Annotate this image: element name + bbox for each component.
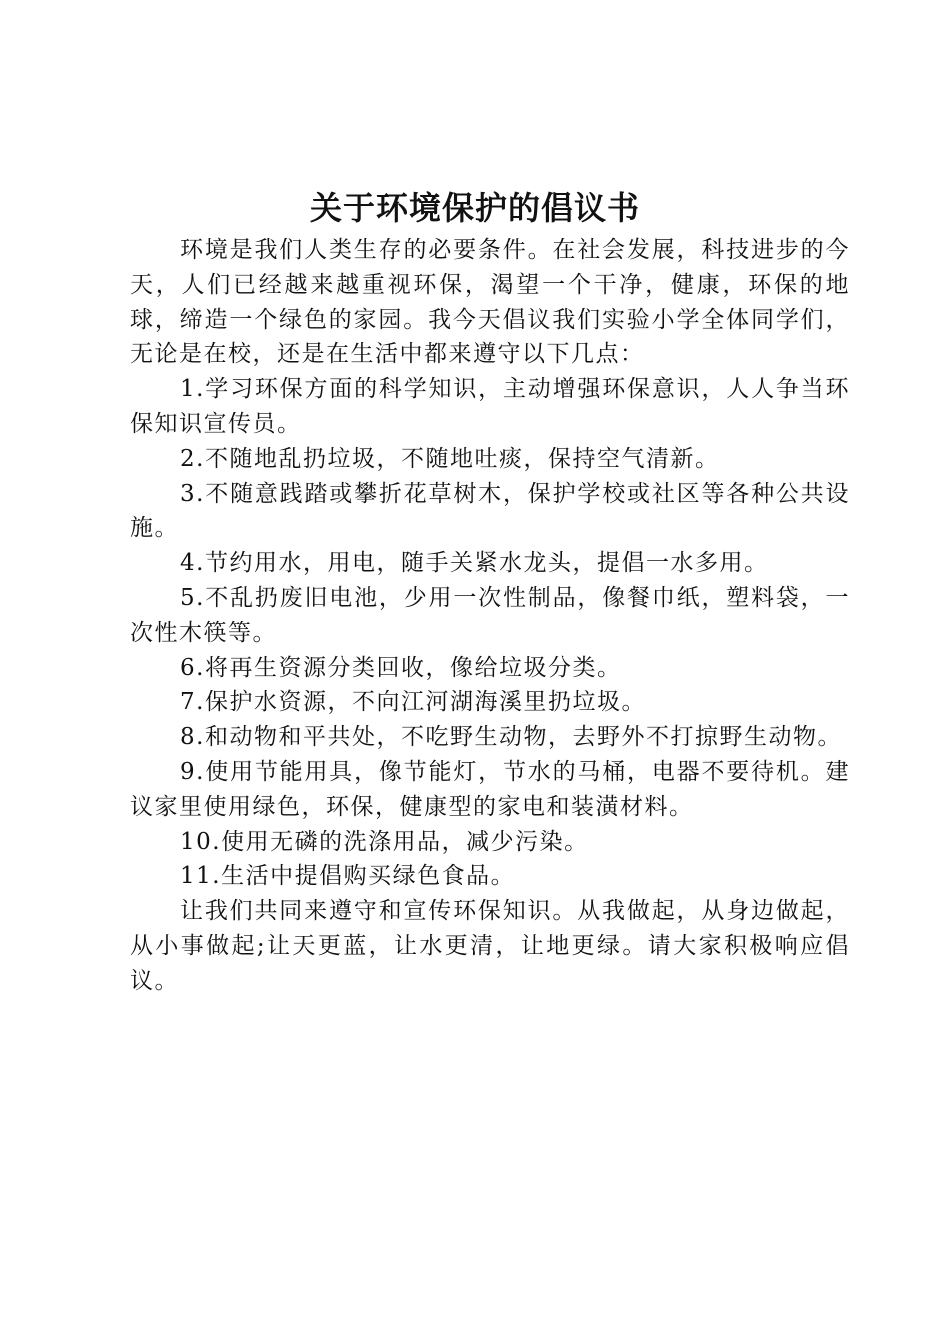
list-item: 9.使用节能用具，像节能灯，节水的马桶，电器不要待机。建议家里使用绿色，环保，健康型的家电和装潢材料。	[130, 758, 850, 820]
list-item: 11.生活中提倡购买绿色食品。	[180, 863, 516, 890]
document-body	[130, 233, 850, 999]
list-item: 2.不随地乱扔垃圾，不随地吐痰，保持空气清新。	[180, 445, 720, 472]
list-item: 4.节约用水，用电，随手关紧水龙头，提倡一水多用。	[180, 550, 769, 577]
document-title: 关于环境保护的倡议书	[309, 189, 640, 227]
list-item: 7.保护水资源，不向江河湖海溪里扔垃圾。	[180, 689, 646, 716]
closing-paragraph: 让我们共同来遵守和宣传环保知识。从我做起，从身边做起，从小事做起;让天更蓝，让水更清，让地更绿。请大家积极响应倡议。	[130, 898, 850, 994]
list-item: 5.不乱扔废旧电池，少用一次性制品，像餐巾纸，塑料袋，一次性木筷等。	[130, 584, 850, 646]
intro-paragraph: 环境是我们人类生存的必要条件。在社会发展，科技进步的今天，人们已经越来越重视环保，渴望一个干净，健康，环保的地球，缔造一个绿色的家园。我今天倡议我们实验小学全体同学们，无论是在校，还是在生活中都来遵守以下几点：	[130, 237, 850, 368]
list-item: 8.和动物和平共处，不吃野生动物，去野外不打掠野生动物。	[180, 724, 842, 751]
list-item: 1.学习环保方面的科学知识，主动增强环保意识，人人争当环保知识宣传员。	[130, 376, 850, 437]
list-item: 3.不随意践踏或攀折花草树木，保护学校或社区等各种公共设施。	[130, 480, 850, 542]
list-item: 6.将再生资源分类回收，像给垃圾分类。	[180, 654, 622, 681]
list-item: 10.使用无磷的洗涤用品，减少污染。	[180, 828, 589, 855]
